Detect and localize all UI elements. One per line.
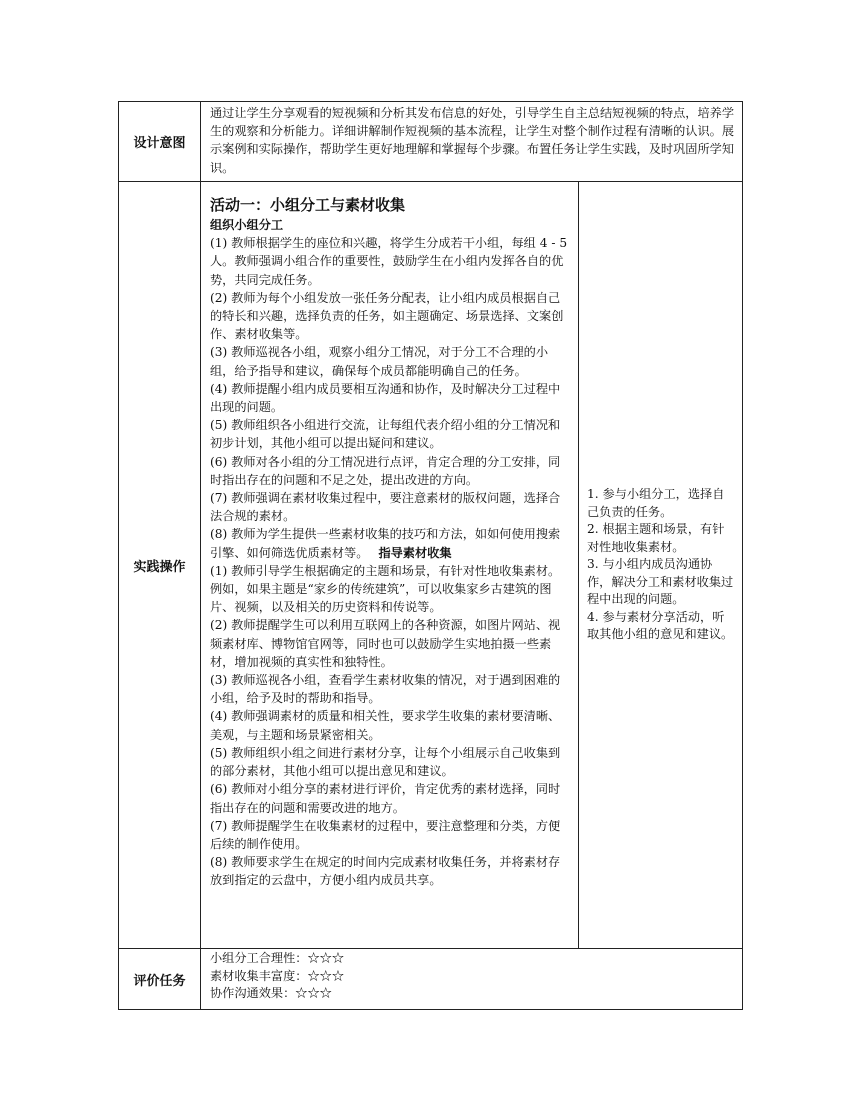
activity-title: 活动一：小组分工与素材收集 — [210, 196, 406, 214]
list-item: (5) 教师组织小组之间进行素材分享，让每个小组展示自己收集到的部分素材，其他小组可以提出意见和建议。 — [210, 745, 561, 779]
design-intent-row — [119, 102, 743, 182]
practice-row — [119, 182, 743, 949]
list-item: (6) 教师对各小组的分工情况进行点评，肯定合理的分工安排，同时指出存在的问题和不足之处，提出改进的方向。 — [210, 454, 561, 487]
evaluation-item: 小组分工合理性：☆☆☆ — [210, 951, 345, 965]
section-title-group-division: 组织小组分工 — [210, 218, 284, 232]
design-intent-label: 设计意图 — [119, 102, 201, 182]
evaluation-item: 素材收集丰富度：☆☆☆ — [210, 968, 345, 983]
list-item: (3) 教师巡视各小组，查看学生素材收集的情况，对于遇到困难的小组，给予及时的帮助和指导。 — [210, 673, 561, 706]
section-title-material-guidance: 指导素材收集 — [378, 545, 452, 560]
list-item: (3) 教师巡视各小组，观察小组分工情况，对于分工不合理的小组，给予指导和建议，确保每个成员都能明确自己的任务。 — [210, 345, 549, 378]
student-activity-cell — [579, 182, 743, 949]
evaluation-item: 协作沟通效果：☆☆☆ — [210, 986, 332, 1000]
lesson-plan-table — [118, 101, 743, 1010]
design-intent-text: 通过让学生分享观看的短视频和分析其发布信息的好处，引导学生自主总结短视频的特点，培养学生的观察和分析能力。详细讲解制作短视频的基本流程，让学生对整个制作过程有清晰的认识。展示案例和实际操作，帮助学生更好地理解和掌握每个步骤。布置任务让学生实践，及时巩固所学知识。 — [201, 102, 743, 182]
list-item: (2) 教师为每个小组发放一张任务分配表，让小组内成员根据自己的特长和兴趣，选择负责的任务，如主题确定、场景选择、文案创作、素材收集等。 — [210, 290, 564, 342]
student-item: 4. 参与素材分享活动，听取其他小组的意见和建议。 — [587, 609, 734, 642]
list-item: (6) 教师对小组分享的素材进行评价，肯定优秀的素材选择，同时指出存在的问题和需要改进的地方。 — [210, 782, 561, 815]
list-item: (1) 教师根据学生的座位和兴趣，将学生分成若干小组，每组 4 - 5 人。教师强调小组合作的重要性，鼓励学生在小组内发挥各自的优势，共同完成任务。 — [210, 236, 568, 287]
evaluation-cell — [201, 949, 743, 1010]
student-item: 1. 参与小组分工，选择自己负责的任务。 — [587, 487, 725, 519]
evaluation-label: 评价任务 — [119, 949, 201, 1010]
section2-list — [210, 562, 572, 890]
student-item: 2. 根据主题和场景，有针对性地收集素材。 — [587, 522, 725, 554]
list-item: (4) 教师强调素材的质量和相关性，要求学生收集的素材要清晰、美观，与主题和场景紧密相关。 — [210, 709, 561, 742]
teacher-activity-cell — [201, 182, 579, 949]
list-item: (2) 教师提醒学生可以利用互联网上的各种资源，如图片网站、视频素材库、博物馆官网等，同时也可以鼓励学生实地拍摄一些素材，增加视频的真实性和独特性。 — [210, 618, 561, 669]
list-item: (8) 教师要求学生在规定的时间内完成素材收集任务，并将素材存放到指定的云盘中，方便小组内成员共享。 — [210, 855, 561, 888]
list-item: (1) 教师引导学生根据确定的主题和场景，有针对性地收集素材。例如，如果主题是“家乡的传统建筑”，可以收集家乡古建筑的图片、视频，以及相关的历史资料和传说等。 — [210, 563, 561, 615]
list-item: (4) 教师提醒小组内成员要相互沟通和协作，及时解决分工过程中出现的问题。 — [210, 381, 561, 415]
student-item: 3. 与小组内成员沟通协作，解决分工和素材收集过程中出现的问题。 — [587, 557, 734, 607]
list-item: (7) 教师强调在素材收集过程中，要注意素材的版权问题，选择合法合规的素材。 — [210, 491, 561, 524]
list-item-text: (8) 教师为学生提供一些素材收集的技巧和方法，如如何使用搜索引擎、如何筛选优质素材等。 — [210, 527, 561, 560]
practice-label: 实践操作 — [119, 182, 201, 949]
list-item: (7) 教师提醒学生在收集素材的过程中，要注意整理和分类，方便后续的制作使用。 — [210, 818, 561, 851]
evaluation-row — [119, 949, 743, 1010]
section1-list — [210, 234, 572, 562]
list-item — [210, 525, 572, 561]
list-item: (5) 教师组织各小组进行交流，让每组代表介绍小组的分工情况和初步计划，其他小组可以提出疑问和建议。 — [210, 418, 561, 451]
